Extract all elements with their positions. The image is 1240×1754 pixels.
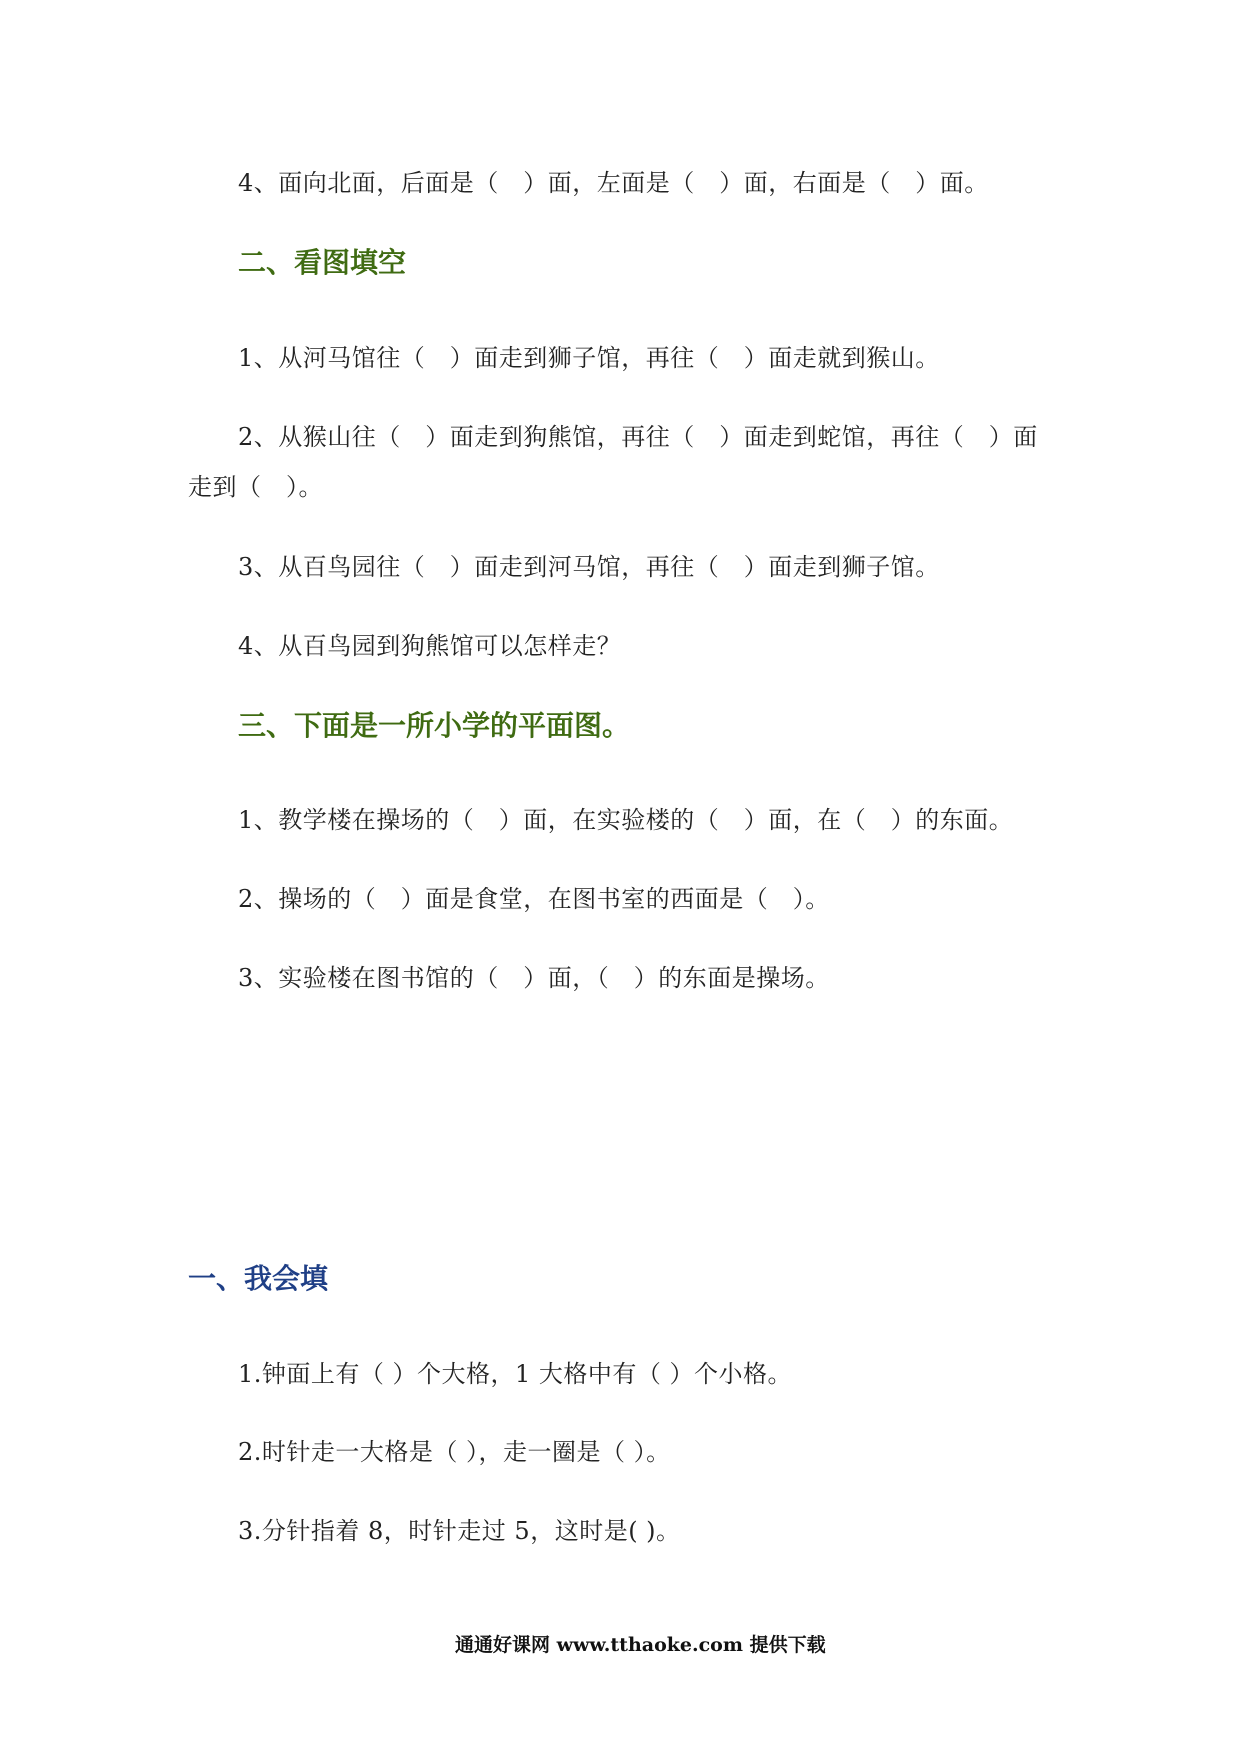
question-school-2: 2、操场的（ ）面是食堂，在图书室的西面是（ ）。: [238, 885, 830, 913]
question-clock-3: 3.分针指着 8，时针走过 5，这时是( )。: [238, 1517, 681, 1545]
section-title-i-can-fill: 一、我会填: [188, 1262, 329, 1295]
question-clock-2: 2.时针走一大格是（ ），走一圈是（ ）。: [238, 1438, 671, 1466]
question-direction-4: 4、面向北面，后面是（ ）面，左面是（ ）面，右面是（ ）面。: [238, 169, 989, 197]
section-title-fill-by-picture: 二、看图填空: [238, 246, 407, 279]
question-zoo-3: 3、从百鸟园往（ ）面走到河马馆，再往（ ）面走到狮子馆。: [238, 553, 940, 581]
question-zoo-2-line1: 2、从猴山往（ ）面走到狗熊馆，再往（ ）面走到蛇馆，再往（ ）面: [238, 423, 1038, 451]
question-clock-1: 1.钟面上有（ ）个大格，1 大格中有（ ）个小格。: [238, 1360, 793, 1388]
section-title-school-plan: 三、下面是一所小学的平面图。: [238, 709, 631, 742]
question-school-3: 3、实验楼在图书馆的（ ）面，（ ）的东面是操场。: [238, 964, 830, 992]
question-zoo-2-line2: 走到（ ）。: [188, 473, 323, 501]
page-footer: 通通好课网 www.tthaoke.com 提供下载: [455, 1634, 826, 1656]
question-school-1: 1、教学楼在操场的（ ）面，在实验楼的（ ）面，在（ ）的东面。: [238, 806, 1014, 834]
question-zoo-1: 1、从河马馆往（ ）面走到狮子馆，再往（ ）面走就到猴山。: [238, 344, 940, 372]
question-zoo-4: 4、从百鸟园到狗熊馆可以怎样走？: [238, 632, 622, 660]
